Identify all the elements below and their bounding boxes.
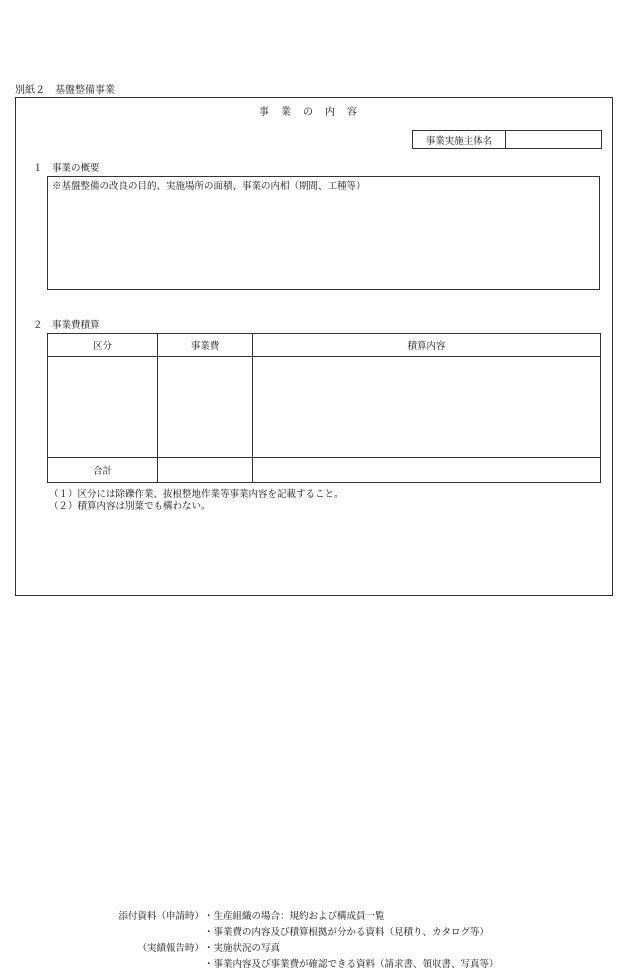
entity-value-field[interactable] bbox=[506, 131, 601, 148]
column-header-cost: 事業費 bbox=[158, 334, 253, 357]
column-header-category: 区分 bbox=[48, 334, 158, 357]
attachment-label: （実績報告時） bbox=[137, 943, 204, 954]
column-header-basis: 積算内容 bbox=[253, 334, 601, 357]
notes bbox=[49, 489, 499, 970]
document-label: 別紙２ 基盤整備事業 bbox=[15, 85, 115, 96]
total-basis-cell[interactable] bbox=[253, 458, 601, 483]
cost-cell[interactable] bbox=[158, 357, 253, 458]
attachment-item: ・実施状況の写真 bbox=[204, 943, 281, 954]
note-1: （１）区分には除礫作業、抜根整地作業等事業内容を記載すること。 bbox=[49, 489, 344, 500]
attachment-item: ・事業費の内容及び積算根拠が分かる資料（見積り、カタログ等） bbox=[204, 927, 490, 938]
basis-cell[interactable] bbox=[253, 357, 601, 458]
attachment-item: ・生産組織の場合：規約および構成員一覧 bbox=[204, 911, 385, 922]
note-2: （２）積算内容は別葉でも構わない。 bbox=[49, 501, 211, 512]
cost-table bbox=[47, 333, 601, 483]
entity-box bbox=[412, 130, 602, 149]
overview-heading: １ 事業の概要 bbox=[33, 163, 100, 174]
cost-total-row bbox=[48, 458, 601, 483]
cost-header-row bbox=[48, 334, 601, 357]
form-frame bbox=[15, 97, 613, 970]
overview-content: ※基盤整備の改良の目的、実施場所の面積、事業の内相（期間、工種等） bbox=[52, 181, 366, 192]
cost-heading: ２ 事業費積算 bbox=[33, 320, 100, 331]
category-cell[interactable] bbox=[48, 357, 158, 458]
overview-box[interactable] bbox=[47, 176, 600, 290]
cost-body-row bbox=[48, 357, 601, 458]
total-label: 合計 bbox=[48, 458, 158, 483]
attachment-item: ・事業内容及び事業費が確認できる資料（請求書、領収書、写真等） bbox=[204, 959, 499, 970]
total-cost-cell[interactable] bbox=[158, 458, 253, 483]
document-title: 事業の内容 bbox=[259, 107, 369, 118]
entity-label: 事業実施主体名 bbox=[413, 131, 506, 148]
attachment-label: 添付資料（申請時） bbox=[118, 911, 204, 922]
